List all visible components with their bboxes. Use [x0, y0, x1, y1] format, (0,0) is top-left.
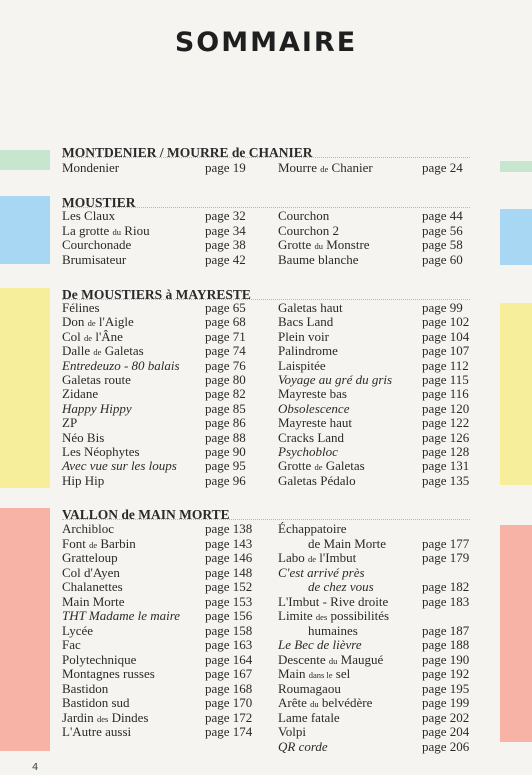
entry-title[interactable]: Brumisateur	[62, 251, 127, 267]
entry-title[interactable]: Archibloc	[62, 521, 114, 536]
entry-title[interactable]: Main dans le sel	[278, 666, 351, 681]
entry-title[interactable]: Happy Hippy	[62, 400, 132, 416]
toc-row	[62, 344, 470, 359]
entry-title[interactable]: Bacs Land	[278, 314, 334, 330]
entry-title[interactable]: Don de l'Aigle	[62, 314, 134, 330]
entry-title[interactable]: Plein voir	[278, 328, 329, 344]
entry-title[interactable]: de Main Morte	[308, 535, 386, 551]
entry-title[interactable]: Dalle de Galetas	[62, 343, 144, 359]
entry-page[interactable]: page 192	[422, 666, 470, 681]
entry-page[interactable]: page 146	[205, 550, 253, 565]
toc-row	[62, 551, 470, 566]
toc-row	[62, 474, 470, 489]
toc-row	[62, 445, 470, 460]
entry-title[interactable]: Échappatoire	[278, 521, 347, 536]
toc-section	[62, 195, 470, 267]
entry-page[interactable]: page 56	[422, 222, 463, 238]
entry-page[interactable]: page 183	[422, 593, 470, 609]
entry-title[interactable]: Montagnes russes	[62, 666, 155, 681]
entry-title[interactable]: Mondenier	[62, 160, 120, 175]
entry-page[interactable]: page 112	[422, 357, 469, 373]
entry-title[interactable]: humaines	[308, 622, 358, 638]
entry-page[interactable]: page 65	[205, 300, 246, 315]
entry-page[interactable]: page 164	[205, 651, 253, 667]
toc-row	[62, 315, 470, 330]
entry-page[interactable]: page 58	[422, 237, 463, 252]
entry-page[interactable]: page 143	[205, 535, 253, 551]
entry-title[interactable]: Voyage au gré du gris	[278, 372, 393, 387]
entry-page[interactable]: page 182	[422, 579, 470, 594]
entry-page[interactable]: page 24	[422, 160, 463, 175]
toc-row	[62, 330, 470, 345]
toc-row	[62, 359, 470, 374]
toc-section	[62, 507, 470, 754]
section-heading: VALLON de MAIN MORTE	[62, 507, 230, 522]
entry-page[interactable]: page 204	[422, 724, 470, 739]
entry-title[interactable]: Le Bec de lièvre	[278, 637, 362, 652]
entry-title[interactable]: Bastidon sud	[62, 695, 130, 710]
entry-page[interactable]: page 120	[422, 400, 470, 416]
toc-row	[62, 209, 470, 224]
entry-title[interactable]: Palindrome	[278, 343, 338, 359]
toc-row	[62, 459, 470, 474]
entry-title[interactable]: Obsolescence	[278, 400, 350, 416]
entry-title[interactable]: Zidane	[62, 386, 99, 402]
entry-title[interactable]: Baume blanche	[278, 251, 359, 267]
entry-page[interactable]: page 199	[422, 695, 470, 710]
tab-green-left	[0, 150, 50, 170]
section-heading: De MOUSTIERS à MAYRESTE	[62, 287, 251, 302]
entry-page[interactable]: page 85	[205, 400, 246, 416]
entry-title[interactable]: Galetas Pédalo	[278, 472, 356, 488]
toc-row	[62, 161, 470, 176]
entry-page[interactable]: page 179	[422, 550, 470, 565]
toc-row	[62, 725, 470, 740]
tab-red-right	[500, 525, 532, 742]
entry-page[interactable]: page 153	[205, 593, 253, 609]
entry-title[interactable]: Les Néophytes	[62, 444, 140, 459]
entry-page[interactable]: page 116	[422, 386, 469, 402]
entry-title[interactable]: de chez vous	[308, 579, 374, 594]
entry-page[interactable]: page 167	[205, 666, 253, 681]
entry-page[interactable]: page 158	[205, 622, 253, 638]
entry-title[interactable]: Mayreste haut	[278, 415, 353, 431]
section-heading: MOUSTIER	[62, 195, 136, 210]
entry-title[interactable]: Polytechnique	[62, 651, 137, 667]
entry-page[interactable]: page 102	[422, 314, 470, 330]
entry-page[interactable]: page 148	[205, 564, 253, 580]
entry-page[interactable]: page 34	[205, 222, 246, 238]
entry-title[interactable]: Galetas haut	[278, 300, 343, 315]
tab-blue-left	[0, 196, 50, 264]
entry-page[interactable]: page 163	[205, 637, 253, 652]
entry-page[interactable]: page 122	[422, 415, 470, 431]
entry-page[interactable]: page 187	[422, 622, 470, 638]
toc-row	[62, 402, 470, 417]
entry-page[interactable]: page 60	[422, 251, 463, 267]
toc-section	[62, 145, 470, 175]
entry-title[interactable]: C'est arrivé près	[278, 564, 365, 580]
entry-title[interactable]: Avec vue sur les loups	[62, 458, 177, 474]
toc-row	[62, 711, 470, 726]
entry-page[interactable]: page 115	[422, 372, 469, 387]
section-divider	[62, 519, 470, 520]
entry-title[interactable]: Bastidon	[62, 680, 109, 696]
entry-title[interactable]: Chalanettes	[62, 579, 123, 594]
page-number: 4	[32, 762, 39, 773]
entry-page[interactable]: page 177	[422, 535, 470, 551]
entry-title[interactable]: Main Morte	[62, 593, 125, 609]
toc-row	[62, 638, 470, 653]
entry-page[interactable]: page 190	[422, 651, 470, 667]
toc-row	[62, 740, 470, 755]
entry-page[interactable]: page 172	[205, 709, 253, 725]
tab-red-left	[0, 508, 50, 751]
entry-page[interactable]: page 156	[205, 608, 253, 623]
entry-page[interactable]: page 80	[205, 372, 246, 387]
entry-title[interactable]: Laispitée	[278, 357, 326, 373]
toc-row	[62, 624, 470, 639]
toc-row	[62, 609, 470, 624]
page-title: SOMMAIRE	[174, 27, 358, 58]
entry-page[interactable]: page 138	[205, 521, 253, 536]
entry-title[interactable]: Courchon	[278, 208, 330, 223]
section-heading: MONTDENIER / MOURRE de CHANIER	[62, 145, 313, 160]
entry-title[interactable]: L'Imbut - Rive droite	[278, 593, 389, 609]
entry-page[interactable]: page 202	[422, 709, 470, 725]
toc-row	[62, 522, 470, 537]
toc-row	[62, 595, 470, 610]
entry-title[interactable]: QR corde	[278, 738, 328, 754]
tab-green-right	[500, 161, 532, 172]
entry-page[interactable]: page 135	[422, 472, 470, 488]
entry-page[interactable]: page 96	[205, 472, 246, 488]
tab-blue-right	[500, 209, 532, 265]
toc-row	[62, 253, 470, 268]
entry-page[interactable]: page 38	[205, 237, 246, 252]
entry-page[interactable]: page 74	[205, 343, 246, 359]
entry-title[interactable]: Col de l'Âne	[62, 328, 123, 344]
entry-title[interactable]: Entredeuzo - 80 balais	[62, 357, 180, 373]
entry-page[interactable]: page 76	[205, 357, 246, 373]
entry-page[interactable]: page 168	[205, 680, 253, 696]
toc-section	[62, 287, 470, 488]
toc-row	[62, 667, 470, 682]
entry-page[interactable]: page 95	[205, 458, 246, 474]
toc-row	[62, 580, 470, 595]
entry-title[interactable]: Grotte du Monstre	[278, 237, 370, 252]
entry-title[interactable]: Mayreste bas	[278, 386, 347, 402]
toc-row	[62, 373, 470, 388]
section-divider	[62, 299, 470, 300]
toc-row	[62, 416, 470, 431]
section-divider	[62, 207, 470, 208]
entry-title[interactable]: Arête du belvédère	[278, 695, 373, 710]
entry-title[interactable]: Limite des possibilités	[278, 608, 390, 623]
entry-title[interactable]: Font de Barbin	[62, 535, 136, 551]
entry-page[interactable]: page 42	[205, 251, 246, 267]
entry-title[interactable]: Jardin des Dindes	[62, 709, 149, 725]
toc-row	[62, 238, 470, 253]
entry-page[interactable]: page 170	[205, 695, 253, 710]
entry-title[interactable]: Descente du Maugué	[278, 651, 384, 667]
entry-page[interactable]: page 32	[205, 208, 246, 223]
entry-title[interactable]: Labo de l'Imbut	[278, 550, 357, 565]
toc-row	[62, 653, 470, 668]
toc-row	[62, 566, 470, 581]
entry-page[interactable]: page 152	[205, 579, 253, 594]
entry-title[interactable]: Col d'Ayen	[62, 564, 120, 580]
toc-row	[62, 537, 470, 552]
toc-row	[62, 387, 470, 402]
entry-page[interactable]: page 131	[422, 458, 470, 474]
entry-title[interactable]: Néo Bis	[62, 429, 105, 445]
entry-title[interactable]: Fac	[62, 637, 81, 652]
entry-page[interactable]: page 128	[422, 444, 470, 459]
entry-title[interactable]: ZP	[62, 415, 78, 431]
tab-yellow-right	[500, 303, 532, 485]
entry-page[interactable]: page 174	[205, 724, 253, 739]
entry-page[interactable]: page 44	[422, 208, 463, 223]
entry-page[interactable]: page 107	[422, 343, 470, 359]
entry-title[interactable]: Roumagaou	[278, 680, 341, 696]
entry-title[interactable]: Volpi	[278, 724, 306, 739]
entry-title[interactable]: Courchonade	[62, 237, 132, 252]
entry-page[interactable]: page 104	[422, 328, 470, 344]
entry-title[interactable]: Lycée	[62, 622, 94, 638]
entry-title[interactable]: Galetas route	[62, 372, 131, 387]
entry-page[interactable]: page 126	[422, 429, 470, 445]
entry-title[interactable]: Psychobloc	[278, 444, 338, 459]
entry-page[interactable]: page 68	[205, 314, 246, 330]
entry-title[interactable]: Gratteloup	[62, 550, 118, 565]
toc-row	[62, 696, 470, 711]
entry-page[interactable]: page 19	[205, 160, 246, 175]
entry-title[interactable]: Cracks Land	[278, 429, 345, 445]
toc-row	[62, 431, 470, 446]
entry-page[interactable]: page 71	[205, 328, 246, 344]
entry-page[interactable]: page 90	[205, 444, 246, 459]
entry-title[interactable]: THT Madame le maire	[62, 608, 181, 623]
entry-title[interactable]: Grotte de Galetas	[278, 458, 365, 474]
entry-title[interactable]: Lame fatale	[278, 709, 340, 725]
section-divider	[62, 157, 470, 158]
entry-title[interactable]: Courchon 2	[278, 222, 340, 238]
toc-row	[62, 682, 470, 697]
entry-title[interactable]: Félines	[62, 300, 100, 315]
entry-page[interactable]: page 86	[205, 415, 246, 431]
toc-row	[62, 301, 470, 316]
toc-row	[62, 224, 470, 239]
entry-title[interactable]: Mourre de Chanier	[278, 160, 373, 175]
entry-page[interactable]: page 188	[422, 637, 470, 652]
entry-page[interactable]: page 195	[422, 680, 470, 696]
entry-page[interactable]: page 88	[205, 429, 246, 445]
tab-yellow-left	[0, 288, 50, 488]
entry-page[interactable]: page 99	[422, 300, 463, 315]
entry-title[interactable]: L'Autre aussi	[62, 724, 132, 739]
entry-page[interactable]: page 206	[422, 738, 470, 754]
entry-title[interactable]: Hip Hip	[62, 472, 105, 488]
entry-title[interactable]: Les Claux	[62, 208, 116, 223]
entry-title[interactable]: La grotte du Riou	[62, 222, 150, 238]
entry-page[interactable]: page 82	[205, 386, 246, 402]
